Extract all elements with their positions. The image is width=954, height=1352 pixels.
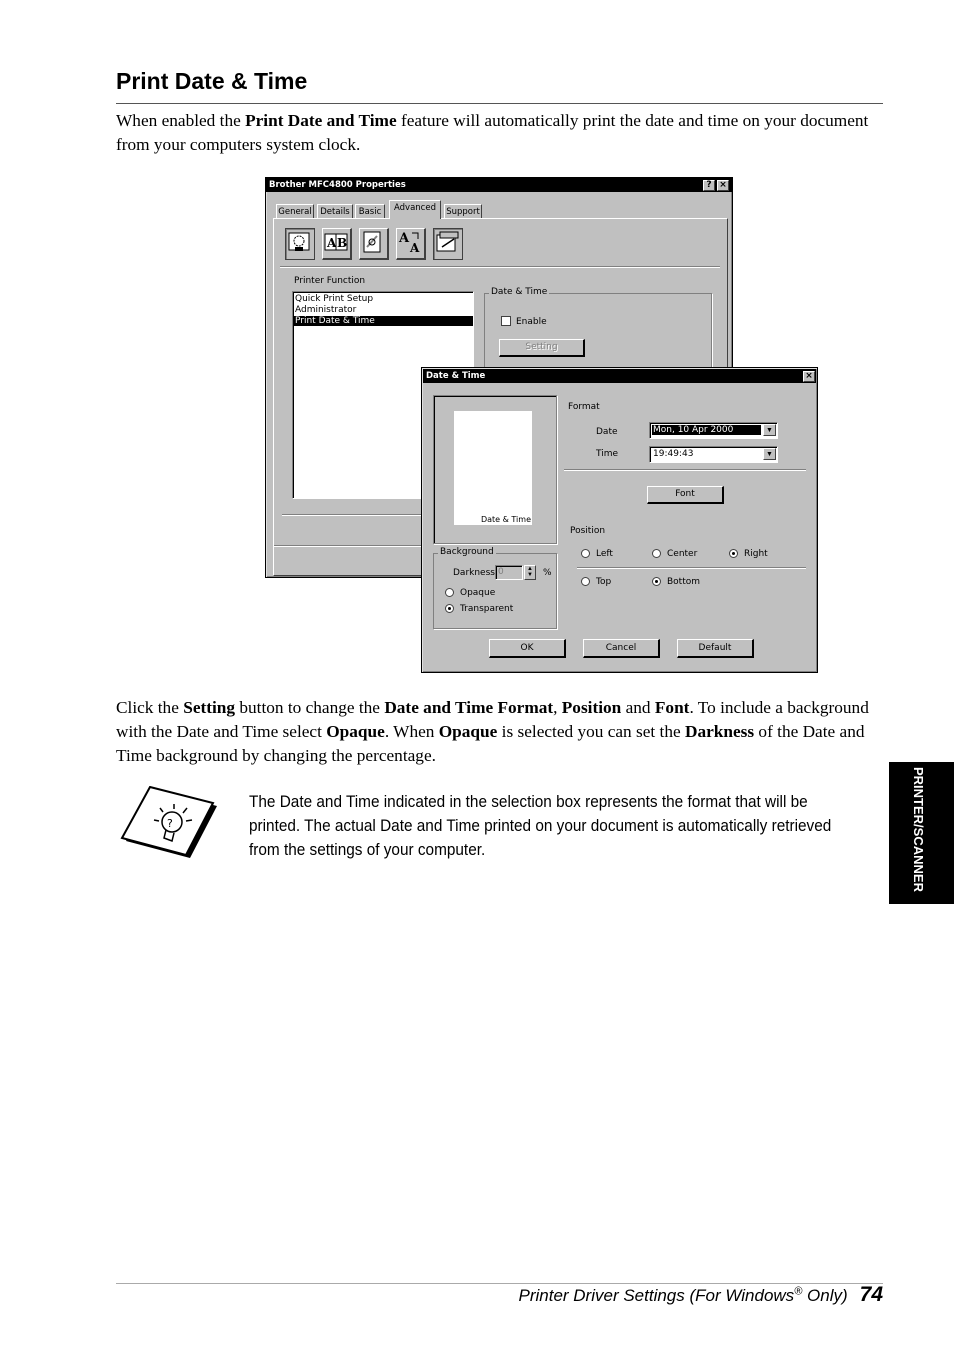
list-item-selected[interactable]: Print Date & Time [294,316,473,326]
options-icon[interactable] [433,228,463,260]
intro-paragraph: When enabled the Print Date and Time feature will automatically print the date and time on your document from your computers system clock. [116,111,869,154]
quality-icon[interactable] [285,228,315,260]
svg-text:?: ? [167,817,173,830]
close-button[interactable]: × [717,180,729,191]
enable-label: Enable [516,317,547,327]
preview-frame [433,395,557,544]
separator [280,266,720,268]
left-label: Left [596,549,613,559]
section-side-tab [889,762,954,904]
duplex-icon[interactable] [322,228,352,260]
tab-advanced[interactable]: Advanced [389,200,441,219]
right-label: Right [744,549,768,559]
darkness-input[interactable] [495,565,523,580]
darkness-label: Darkness [453,568,495,578]
time-format-value: 19:49:43 [653,449,694,459]
tab-general[interactable]: General [276,204,314,219]
top-label: Top [596,577,612,587]
tab-basic[interactable]: Basic [355,204,385,219]
separator [282,514,432,516]
format-label: Format [568,402,600,412]
footer: Printer Driver Settings (For Windows® Only) 74 [518,1283,883,1306]
date-format-select[interactable] [649,422,778,439]
ok-button[interactable]: OK [489,639,566,658]
page-title: Print Date & Time [116,68,308,94]
bottom-label: Bottom [667,577,701,587]
body-paragraph: Click the Setting button to change the Date and Time Format, Position and Font. To include a background with the Date and Time select Opaque. When Opaque is selected you can set the Darkness of the Date and Time background by changing the percentage. [116,698,869,765]
date-time-group-label: Date & Time [491,287,548,297]
date-format-value: Mon, 10 Apr 2000 [652,425,761,435]
transparent-label: Transparent [460,604,514,614]
opaque-label: Opaque [460,588,496,598]
background-label: Background [440,547,494,557]
time-label: Time [596,449,619,459]
darkness-spinner[interactable]: ▲ ▼ [524,565,536,580]
svg-text:A: A [399,231,410,246]
properties-titlebar: Brother MFC4800 Properties [266,178,732,192]
darkness-value: 0 [498,567,504,577]
list-item[interactable]: Administrator [295,305,357,315]
note-lightbulb-icon [120,786,220,862]
position-label: Position [570,526,606,536]
opaque-radio[interactable] [445,588,454,597]
center-radio[interactable] [652,549,661,558]
note-text: The Date and Time indicated in the selection box represents the format that will be printed. The actual Date and Time printed on your document is automatically retrieved from the settings of your computer. [249,793,832,859]
right-radio[interactable] [729,549,738,558]
left-radio[interactable] [581,549,590,558]
section-side-tab-label: PRINTER/SCANNER [911,767,926,892]
title-rule [116,103,883,104]
svg-text:A: A [410,241,420,255]
chevron-down-icon[interactable]: ▼ [763,424,776,436]
help-button[interactable]: ? [703,180,715,191]
separator [274,545,432,547]
svg-text:A: A [327,236,337,250]
tab-support[interactable]: Support [444,204,482,219]
printer-function-label: Printer Function [294,276,366,286]
watermark-icon[interactable] [359,228,389,260]
enable-checkbox[interactable] [501,316,511,326]
date-time-dialog [421,367,818,673]
font-button[interactable]: Font [647,486,724,504]
preview-page [454,411,532,525]
preview-stamp: Date & Time [480,515,531,524]
separator [564,469,806,471]
date-label: Date [596,427,618,437]
list-item[interactable]: Quick Print Setup [295,294,374,304]
transparent-radio[interactable] [445,604,454,613]
time-format-select[interactable] [649,446,778,463]
page-number: 74 [859,1283,883,1306]
bottom-radio[interactable] [652,577,661,586]
date-time-titlebar: Date & Time [423,369,816,383]
setting-button[interactable]: Setting [499,339,585,357]
percent-label: % [543,568,552,578]
font-substitution-icon[interactable] [396,228,426,260]
tab-details[interactable]: Details [317,204,353,219]
svg-text:B: B [337,236,348,250]
default-button[interactable]: Default [677,639,754,658]
separator [577,567,806,569]
cancel-button[interactable]: Cancel [583,639,660,658]
close-button[interactable]: × [803,371,815,382]
top-radio[interactable] [581,577,590,586]
date-time-group [484,293,712,373]
center-label: Center [667,549,698,559]
chevron-down-icon[interactable]: ▼ [763,448,776,460]
